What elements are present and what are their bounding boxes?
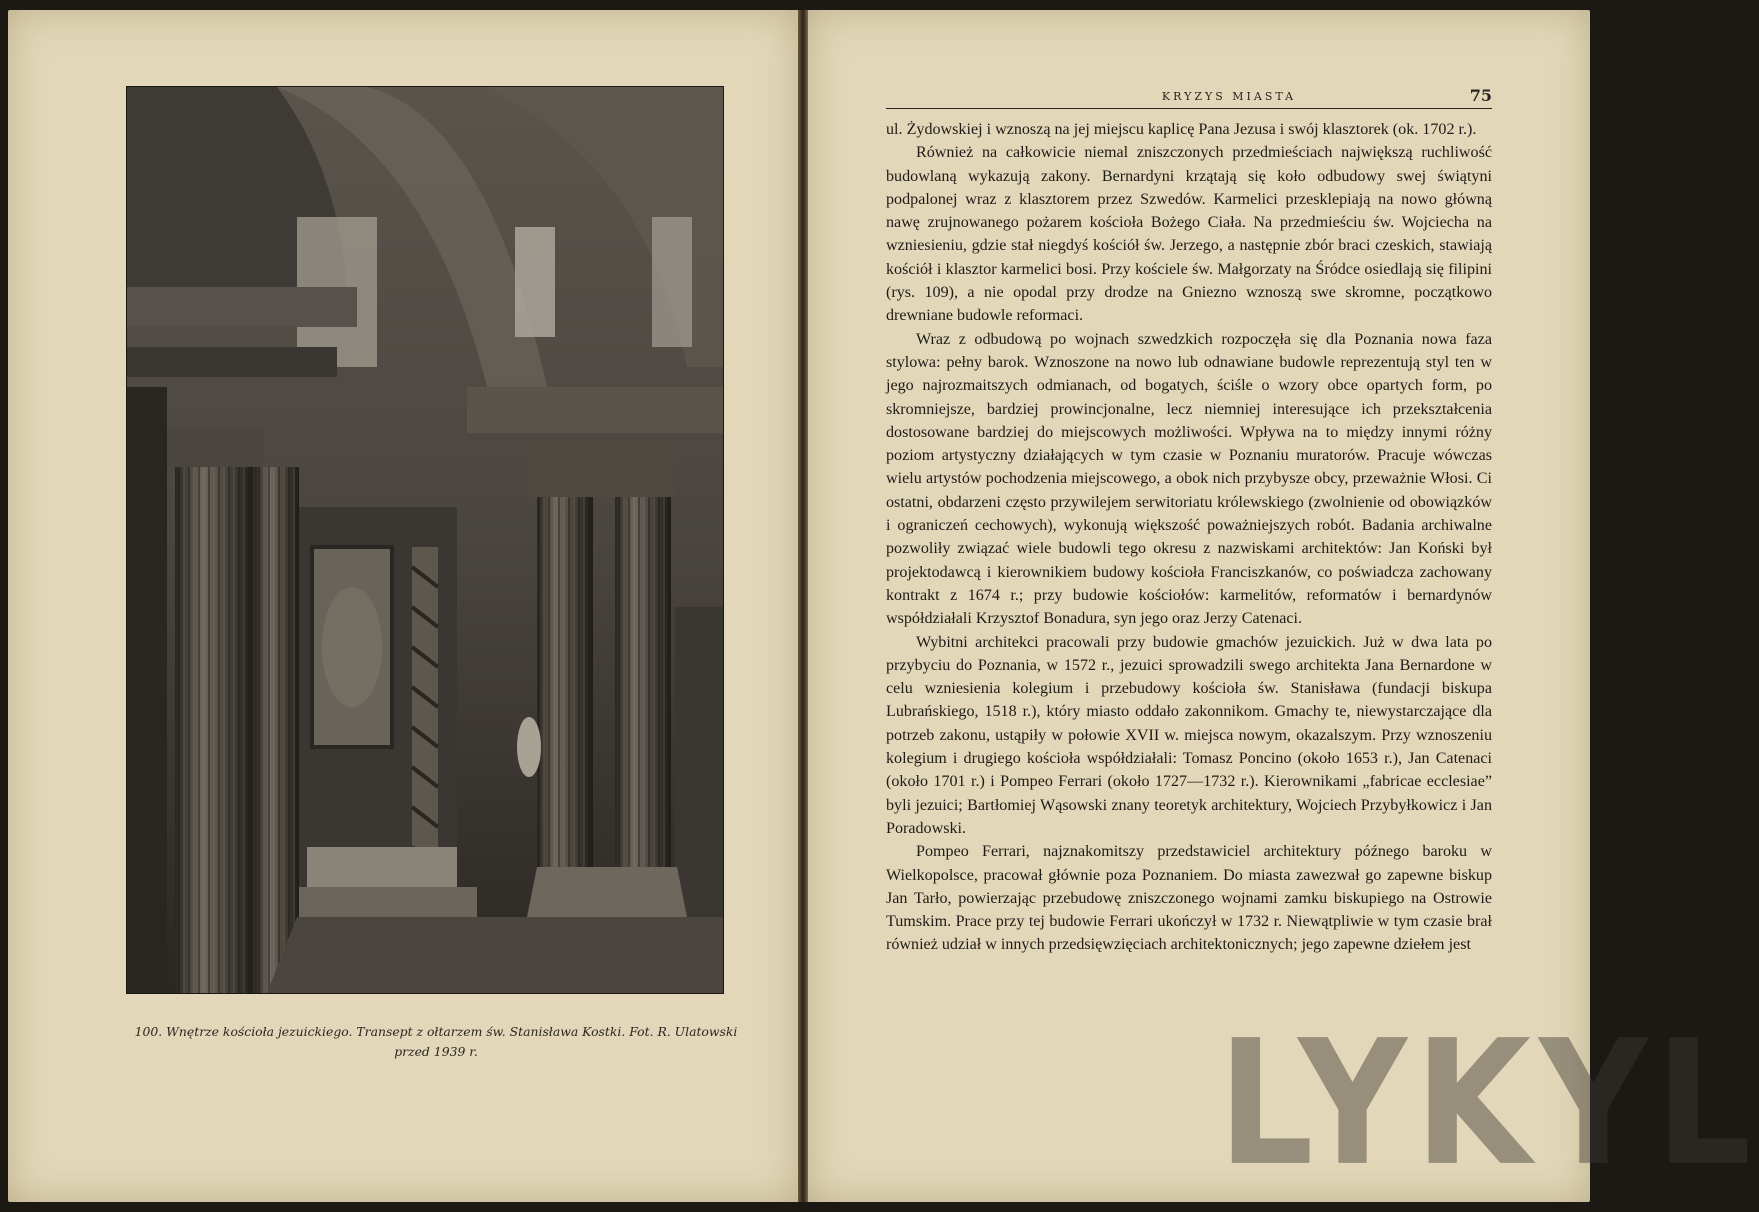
paragraph: Również na całkowicie niemal zniszczonych przedmieściach największą ruchliwość budowlaną wykazują zakony. Bernardyni krzątają się koło odbudowy swej świątyni podpalonej wraz z klasztorem przez Szwedów. Karmelici przesklepiają na nowo główną nawę zrujnowanego pożarem kościoła Bożego Ciała. Na przedmieściu św. Wojciecha na wzniesieniu, gdzie stał niegdyś kościół św. Jerzego, a następnie zbór braci czeskich, stawiają kościół i klasztor karmelici bosi. Przy kościele św. Małgorzaty na Śródce osiedlają się filipini (rys. 109), a nie opodal przy drodze na Gniezno wznoszą swe skromne, początkowo drewniane budowle reformaci. bbox=[886, 144, 1492, 325]
paragraph: Wraz z odbudową po wojnach szwedzkich rozpoczęła się dla Poznania nowa faza stylowa: pełny barok. Wznoszone na nowo lub odnawiane budowle reprezentują styl ten w jego najrozmaitszych odmianach, od bogatych, ściśle o wzory obce opartych form, po skromniejsze, bardziej prowincjonalne, lecz niemniej interesujące ich przekształcenia dostosowane bardziej do miejscowych możliwości. Wpływa na to między innymi różny poziom artystyczny działających w tym czasie w Poznaniu muratorów. Pracuje wówczas wielu artystów pochodzenia miejscowego, a obok nich przybysze obcy, przeważnie Włosi. Ci ostatni, obdarzeni często przywilejem serwitoriatu królewskiego (zwolnienie od obowiązków i ograniczeń cechowych), wykonują większość poważniejszych robót. Badania archiwalne pozwoliły związać wiele budowli tego okresu z nazwiskami architektów: Jan Koński był projektodawcą i kierownikiem budowy kościoła Franciszkanów, co poświadcza zachowany kontrakt z 1674 r.; przy budowie kościołów: karmelitów, reformatów i bernardynów współdziałali Krzysztof Bonadura, syn jego oraz Jerzy Catenaci. bbox=[886, 330, 1492, 628]
photo-illustration bbox=[127, 87, 723, 993]
church-interior-photo bbox=[126, 86, 724, 994]
page-header bbox=[886, 88, 1492, 109]
paragraph: Pompeo Ferrari, najznakomitszy przedstawiciel architektury późnego baroku w Wielkopolsce, pracował głównie poza Poznaniem. Do miasta zawezwał go zapewne biskup Jan Tarło, powierzając przebudowę zniszczonego wojnami zamku biskupiego na Ostrowie Tumskim. Prace przy tej budowie Ferrari ukończył w 1732 r. Niewątpliwie w tym czasie brał również udział w innych przedsięwzięciach architektonicznych; jego zapewne dziełem jest bbox=[886, 843, 1492, 954]
page-number: 75 bbox=[1469, 86, 1492, 105]
body-text bbox=[886, 118, 1492, 957]
book-gutter bbox=[798, 10, 808, 1202]
photo-caption: 100. Wnętrze kościoła jezuickiego. Transept z ołtarzem św. Stanisława Kostki. Fot. R. Ulatowski przed 1939 r. bbox=[134, 1024, 738, 1059]
paragraph: ul. Żydowskiej i wznoszą na jej miejscu kaplicę Pana Jezusa i swój klasztorek (ok. 1702 r.). bbox=[886, 121, 1477, 138]
paragraph: Wybitni architekci pracowali przy budowie gmachów jezuickich. Już w dwa lata po przybyciu do Poznania, w 1572 r., jezuici sprowadzili swego architekta Jana Bernardone w celu wzniesienia kolegium i przebudowy kościoła św. Stanisława (fundacji biskupa Lubrańskiego, 1518 r.), który miasto oddało zakonnikom. Gmachy te, niewystarczające dla potrzeb zakonu, ustąpiły w połowie XVII w. miejsca nowym, okazalszym. Przy wznoszeniu kolegium i drugiego kościoła współdziałali: Tomasz Poncino (około 1653 r.), Jan Catenaci (około 1701 r.) i Pompeo Ferrari (około 1727—1732 r.). Kierownikami „fabricae ecclesiae” byli jezuici; Bartłomiej Wąsowski znany teoretyk architektury, Wojciech Przybyłkowicz i Jan Poradowski. bbox=[886, 633, 1492, 837]
running-head: KRYZYS MIASTA bbox=[1161, 90, 1297, 103]
watermark-logo: LYKYL bbox=[1218, 1004, 1759, 1205]
